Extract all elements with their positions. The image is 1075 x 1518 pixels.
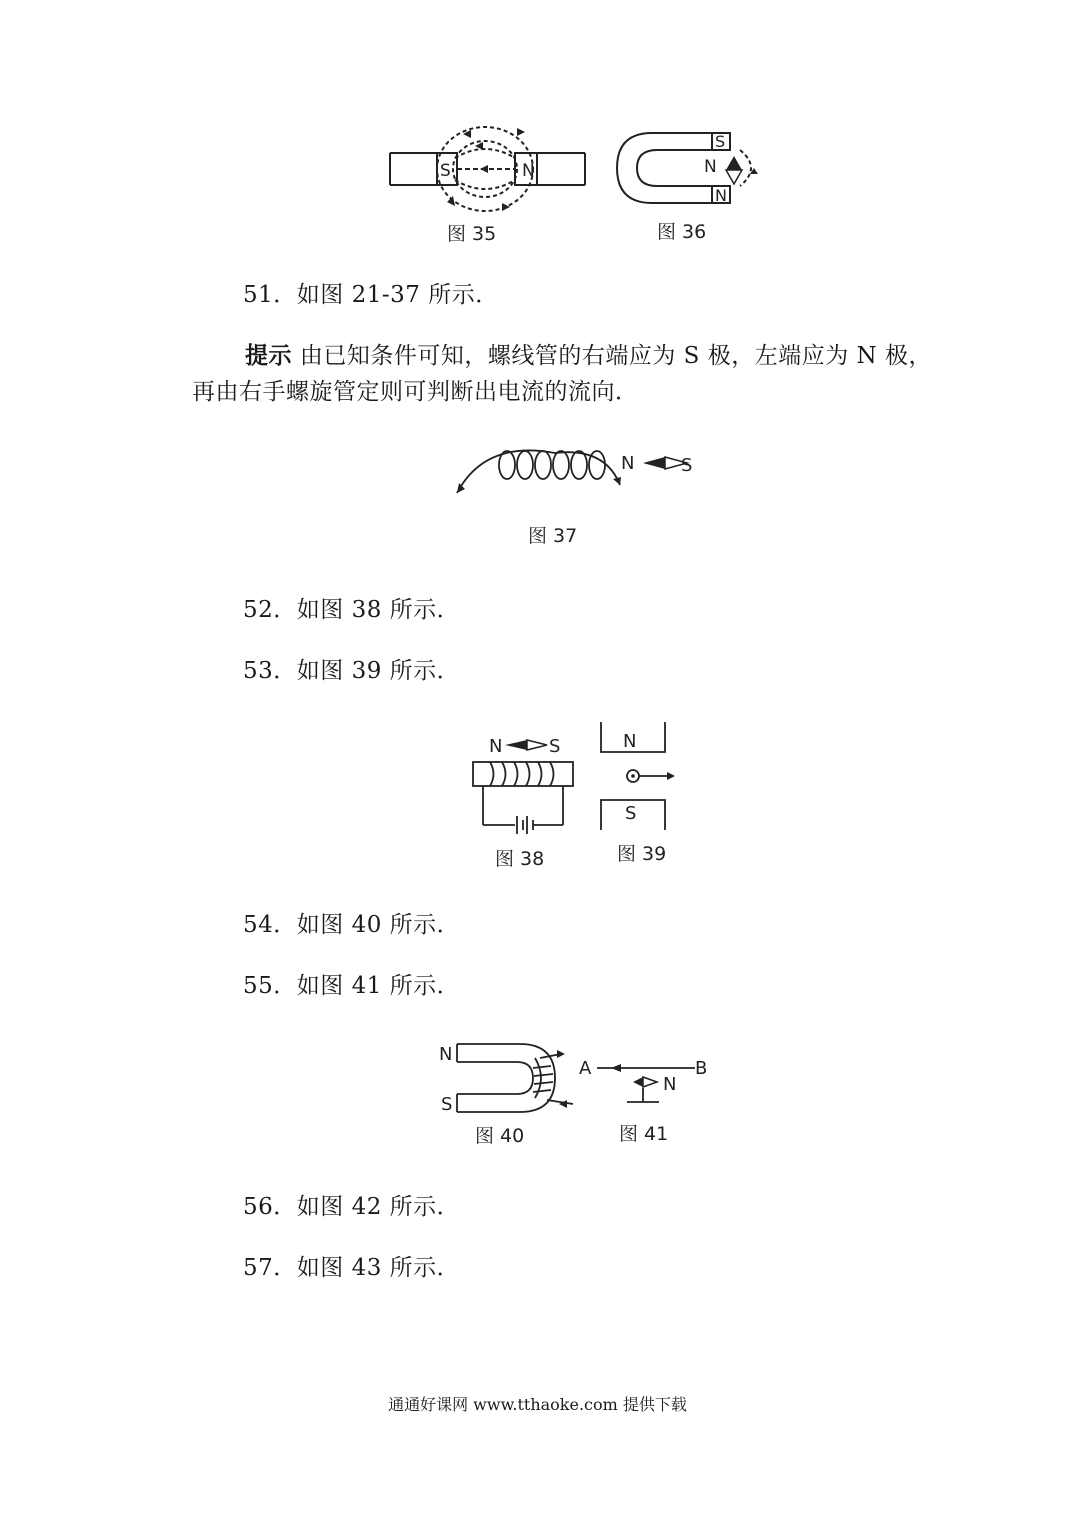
footer: 通通好课网 www.tthaoke.com 提供下载 — [388, 1395, 687, 1414]
fig40-pole-top: N — [439, 1044, 453, 1065]
item-53: 53．如图 39 所示． — [243, 658, 461, 684]
item-56: 56．如图 42 所示． — [243, 1194, 461, 1220]
fig36-pole-top: S — [715, 132, 726, 151]
figure-41 — [575, 1050, 715, 1150]
figure-37 — [445, 435, 705, 555]
figure-39 — [595, 720, 685, 870]
item-51: 51．如图 21-37 所示． — [243, 282, 499, 308]
fig38-caption: 图 38 — [495, 848, 545, 870]
fig41-point-b: B — [695, 1058, 708, 1079]
fig38-needle-n: N — [489, 736, 503, 757]
item-55: 55．如图 41 所示． — [243, 973, 461, 999]
fig36-needle-label: N — [704, 157, 717, 177]
fig39-pole-top: N — [623, 731, 637, 752]
fig37-needle-n: N — [621, 453, 635, 474]
fig41-caption: 图 41 — [619, 1123, 669, 1145]
hint-label: 提示 — [245, 343, 292, 369]
figure-35 — [385, 120, 595, 250]
item-57: 57．如图 43 所示． — [243, 1255, 461, 1281]
hint-line-2: 再由右手螺旋管定则可判断出电流的流向． — [192, 379, 639, 405]
hint-text-1: 由已知条件可知，螺线管的右端应为 S 极，左端应为 N 极， — [299, 343, 932, 369]
fig35-pole-right: N — [522, 161, 535, 181]
fig39-caption: 图 39 — [617, 843, 667, 865]
fig38-needle-s: S — [549, 736, 561, 757]
item-52: 52．如图 38 所示． — [243, 597, 461, 623]
fig35-caption: 图 35 — [447, 223, 497, 245]
fig36-pole-bottom: N — [715, 186, 727, 205]
hint-line-1 — [245, 341, 932, 371]
fig35-pole-left: S — [440, 161, 451, 181]
fig36-caption: 图 36 — [657, 221, 707, 243]
fig41-needle-n: N — [663, 1074, 677, 1095]
fig37-caption: 图 37 — [528, 525, 578, 547]
figure-38 — [465, 730, 585, 872]
figure-36 — [612, 128, 772, 250]
fig37-needle-s: S — [681, 455, 693, 476]
item-54: 54．如图 40 所示． — [243, 912, 461, 938]
fig41-point-a: A — [579, 1058, 592, 1079]
fig40-caption: 图 40 — [475, 1125, 525, 1147]
figure-40 — [435, 1040, 585, 1150]
fig39-pole-bottom: S — [625, 803, 637, 824]
fig40-pole-bottom: S — [441, 1094, 453, 1115]
